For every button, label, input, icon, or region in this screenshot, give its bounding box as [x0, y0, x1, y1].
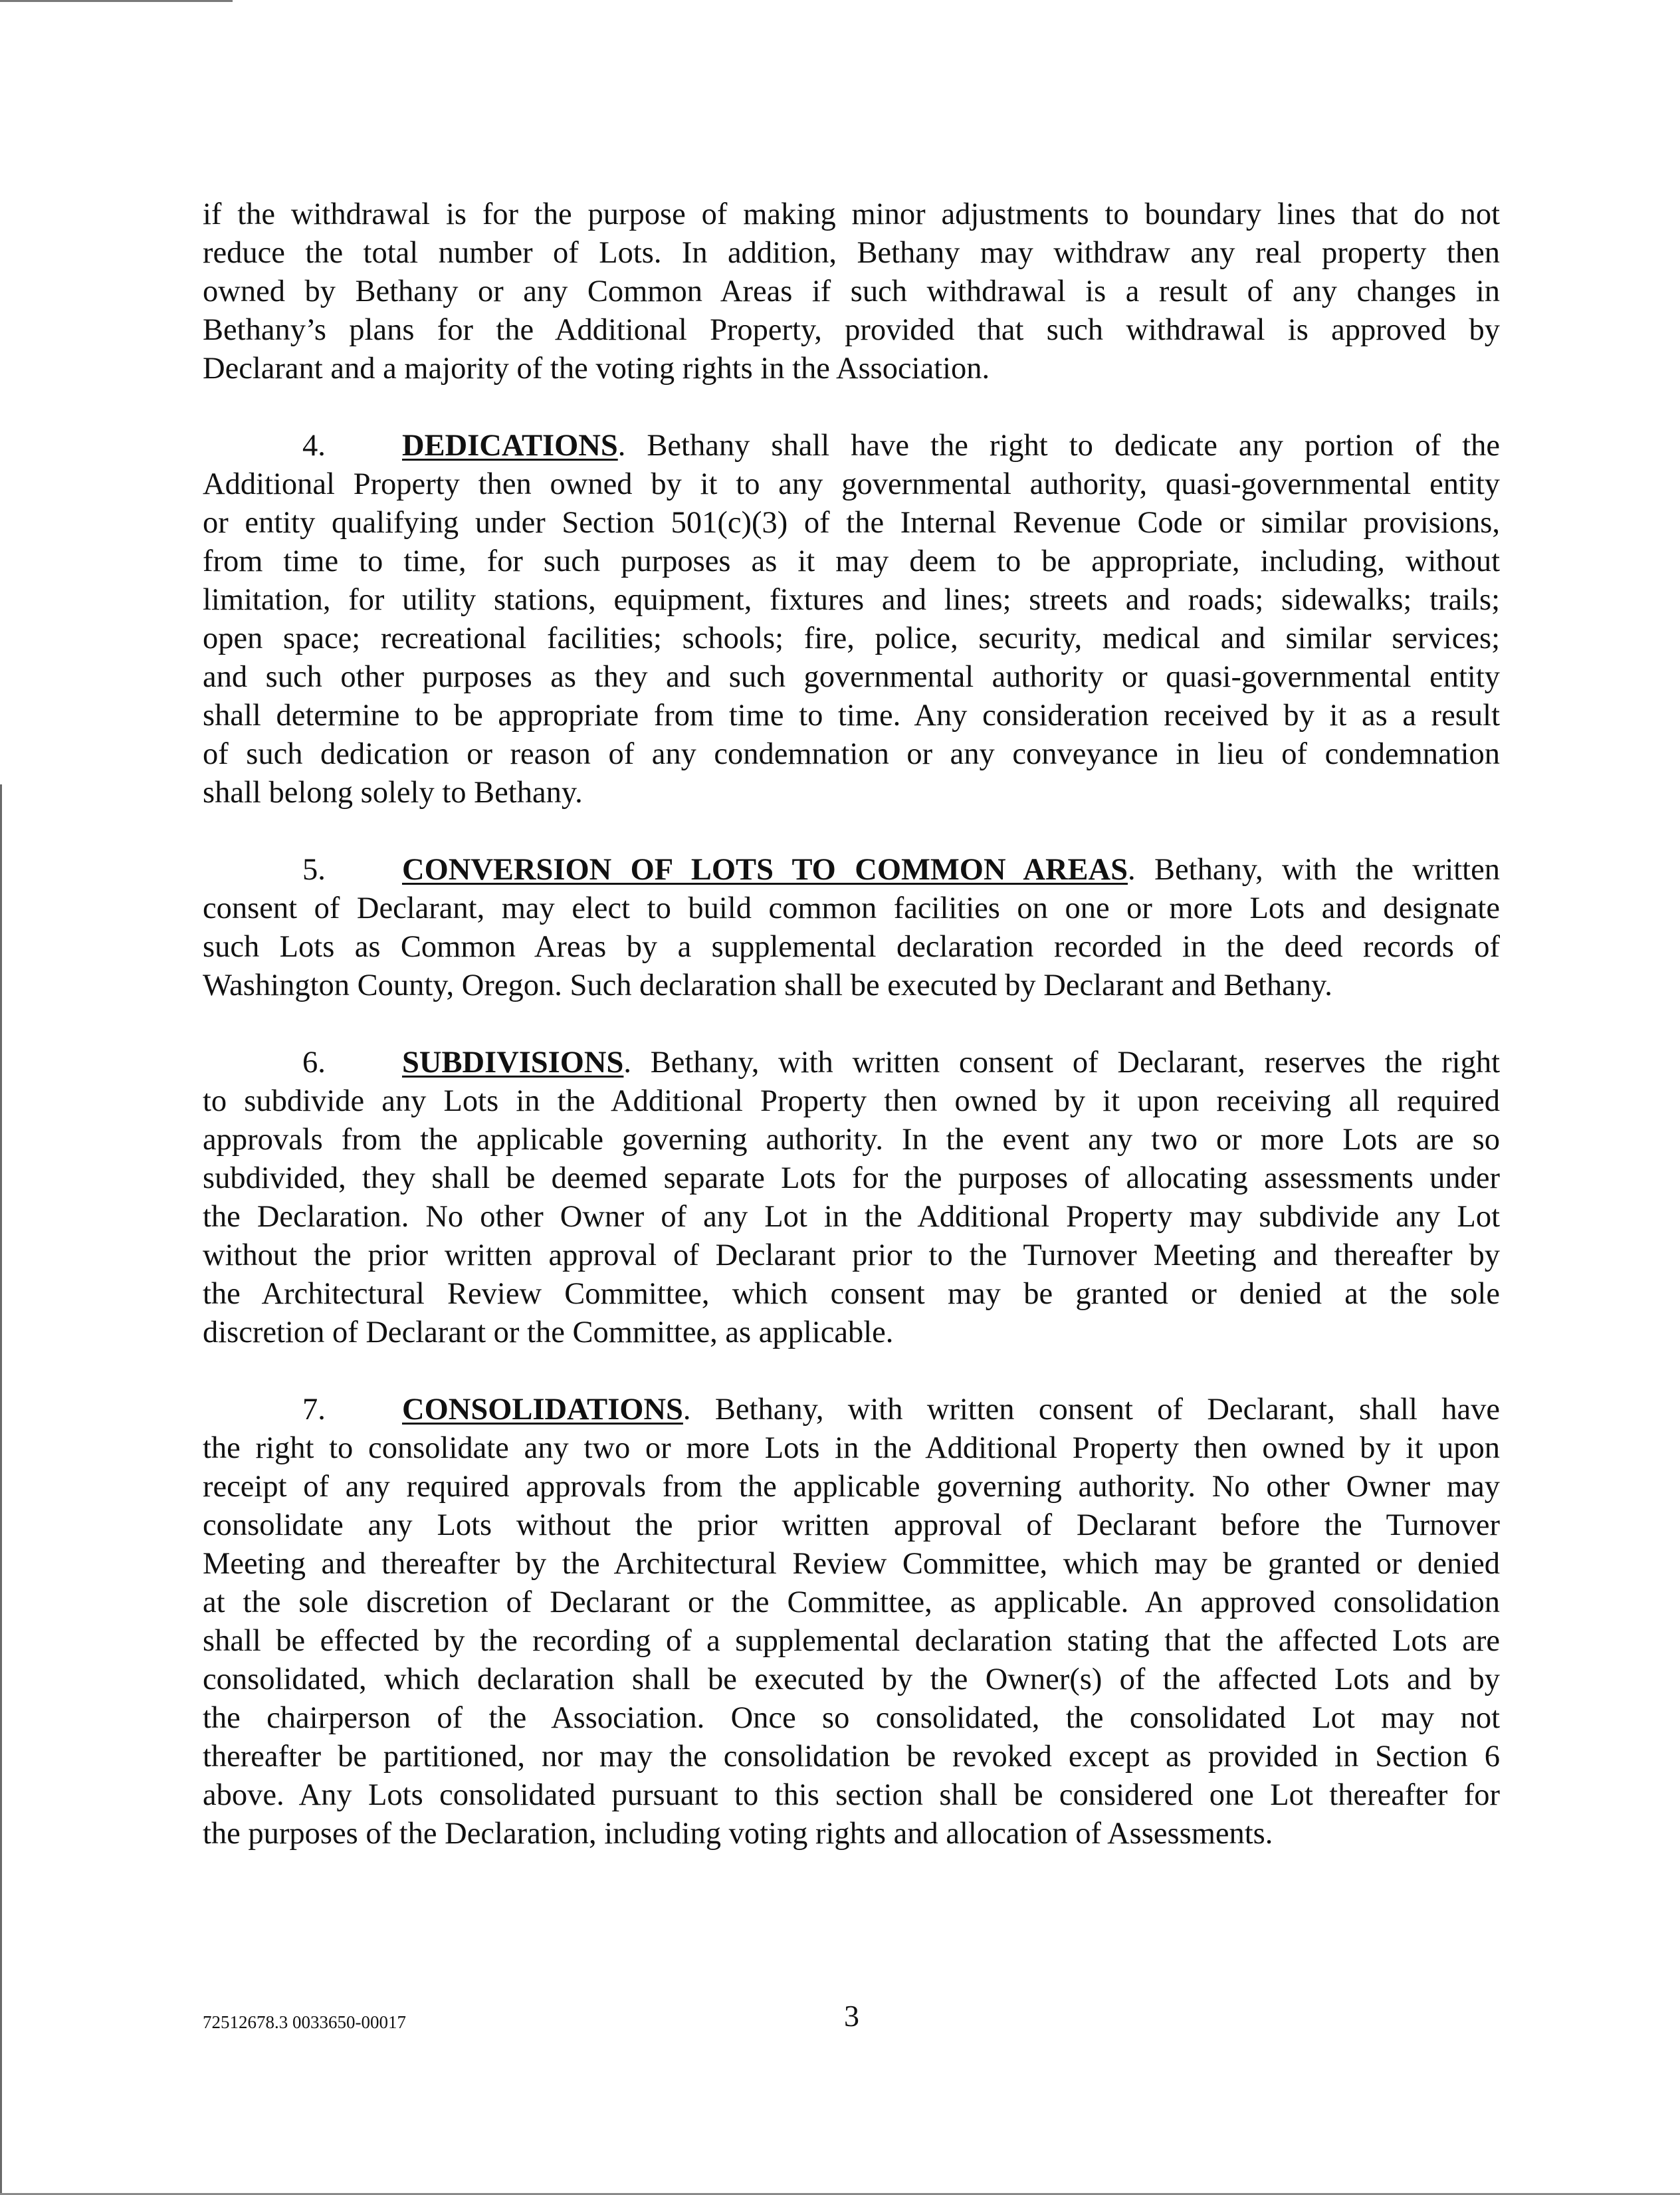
- section-5-conversion: [203, 851, 1500, 1005]
- footer-document-id: 72512678.3 0033650-00017: [203, 2012, 406, 2032]
- section-line: or entity qualifying under Section 501(c)(3) of the Internal Revenue Code or similar provisions,: [203, 506, 1500, 540]
- section-first-line: [203, 1391, 1500, 1429]
- section-line: subdivided, they shall be deemed separate Lots for the purposes of allocating assessments under: [203, 1161, 1500, 1195]
- section-first-line-text: . Bethany, with written consent of Declarant, reserves the right: [623, 1046, 1500, 1080]
- section-line: to subdivide any Lots in the Additional Property then owned by it upon receiving all required: [203, 1084, 1500, 1118]
- section-line: Washington County, Oregon. Such declaration shall be executed by Declarant and Bethany.: [203, 969, 1332, 1002]
- section-line: shall determine to be appropriate from time to time. Any consideration received by it as a result: [203, 699, 1500, 733]
- section-line: consent of Declarant, may elect to build common facilities on one or more Lots and designate: [203, 891, 1500, 925]
- section-4-dedications: [203, 427, 1500, 812]
- section-first-line: [203, 1044, 1500, 1082]
- section-number: 7.: [302, 1393, 326, 1427]
- document-body: [203, 195, 1500, 1892]
- scan-edge-top: [0, 0, 233, 2]
- section-line: open space; recreational facilities; schools; fire, police, security, medical and similar services;: [203, 622, 1500, 655]
- intro-line: reduce the total number of Lots. In addition, Bethany may withdraw any real property then: [203, 236, 1500, 270]
- section-line: discretion of Declarant or the Committee, as applicable.: [203, 1316, 894, 1349]
- section-line: without the prior written approval of Declarant prior to the Turnover Meeting and thereafter by: [203, 1238, 1500, 1272]
- section-heading: SUBDIVISIONS: [402, 1046, 624, 1080]
- section-line: the chairperson of the Association. Once so consolidated, the consolidated Lot may not: [203, 1701, 1500, 1735]
- section-line: approvals from the applicable governing authority. In the event any two or more Lots are so: [203, 1123, 1500, 1157]
- section-line: above. Any Lots consolidated pursuant to this section shall be considered one Lot thereafter for: [203, 1778, 1500, 1812]
- intro-line: Declarant and a majority of the voting rights in the Association.: [203, 352, 990, 386]
- section-heading: CONSOLIDATIONS: [402, 1393, 683, 1427]
- section-line: Additional Property then owned by it to any governmental authority, quasi-governmental entity: [203, 467, 1500, 501]
- section-first-line: [203, 427, 1500, 465]
- section-heading: DEDICATIONS: [402, 429, 618, 463]
- intro-line: Bethany’s plans for the Additional Property, provided that such withdrawal is approved by: [203, 313, 1500, 347]
- section-line: consolidate any Lots without the prior written approval of Declarant before the Turnover: [203, 1508, 1500, 1542]
- section-line: shall be effected by the recording of a supplemental declaration stating that the affected Lots are: [203, 1624, 1500, 1658]
- section-6-subdivisions: [203, 1044, 1500, 1352]
- intro-line: owned by Bethany or any Common Areas if such withdrawal is a result of any changes in: [203, 275, 1500, 308]
- section-line: of such dedication or reason of any condemnation or any conveyance in lieu of condemnation: [203, 737, 1500, 771]
- section-line: shall belong solely to Bethany.: [203, 776, 583, 810]
- section-first-line-text: . Bethany shall have the right to dedicate any portion of the: [617, 429, 1500, 463]
- section-line: limitation, for utility stations, equipment, fixtures and lines; streets and roads; sidewalks; trails;: [203, 583, 1500, 617]
- section-line: from time to time, for such purposes as it may deem to be appropriate, including, without: [203, 544, 1500, 578]
- scan-edge-left: [0, 784, 2, 2195]
- section-line: the Architectural Review Committee, which consent may be granted or denied at the sole: [203, 1277, 1500, 1311]
- section-line: the purposes of the Declaration, including voting rights and allocation of Assessments.: [203, 1817, 1273, 1851]
- section-number: 6.: [302, 1046, 326, 1080]
- section-line: and such other purposes as they and such governmental authority or quasi-governmental entity: [203, 660, 1500, 694]
- page-number: 3: [844, 1999, 859, 2033]
- section-line: receipt of any required approvals from the applicable governing authority. No other Owner may: [203, 1470, 1500, 1504]
- section-first-line: [203, 851, 1500, 889]
- section-number: 5.: [302, 853, 326, 887]
- section-line: Meeting and thereafter by the Architectural Review Committee, which may be granted or denied: [203, 1547, 1500, 1581]
- section-first-line-text: . Bethany, with written consent of Declarant, shall have: [682, 1393, 1500, 1427]
- section-line: such Lots as Common Areas by a supplemental declaration recorded in the deed records of: [203, 930, 1500, 964]
- section-first-line-text: . Bethany, with the written: [1127, 853, 1500, 887]
- section-number: 4.: [302, 429, 326, 463]
- section-heading: CONVERSION OF LOTS TO COMMON AREAS: [402, 853, 1128, 887]
- section-7-consolidations: [203, 1391, 1500, 1853]
- intro-line: if the withdrawal is for the purpose of making minor adjustments to boundary lines that do not: [203, 197, 1500, 231]
- section-line: the right to consolidate any two or more Lots in the Additional Property then owned by it upon: [203, 1431, 1500, 1465]
- section-line: consolidated, which declaration shall be executed by the Owner(s) of the affected Lots and by: [203, 1663, 1500, 1696]
- intro-paragraph: [203, 195, 1500, 388]
- section-line: at the sole discretion of Declarant or the Committee, as applicable. An approved consolidation: [203, 1585, 1500, 1619]
- section-line: the Declaration. No other Owner of any Lot in the Additional Property may subdivide any Lot: [203, 1200, 1500, 1234]
- section-line: thereafter be partitioned, nor may the consolidation be revoked except as provided in Section 6: [203, 1740, 1500, 1774]
